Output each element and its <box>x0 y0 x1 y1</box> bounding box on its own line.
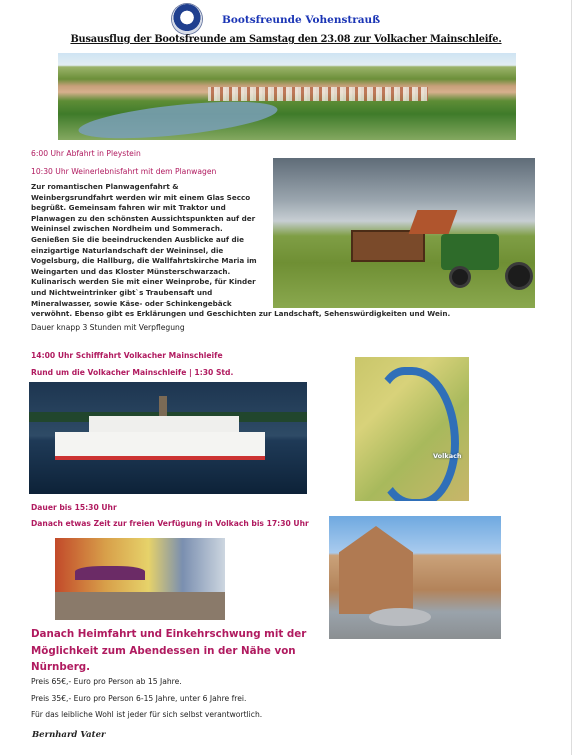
street-cafe-photo <box>55 538 225 620</box>
departure-line: 6:00 Uhr Abfahrt in Pleystein <box>31 149 141 158</box>
boat-duration-line: Dauer bis 15:30 Uhr <box>31 503 117 512</box>
wine-tour-line: Mineralwasser, sowie Käse- oder Schinkengebäck <box>31 298 232 308</box>
ship-hull-shape <box>55 432 265 460</box>
tractor-wagon-photo <box>273 158 535 308</box>
ship-photo <box>29 382 307 494</box>
price-child: Preis 35€,- Euro pro Person 6-15 Jahre, unter 6 Jahre frei. <box>31 694 247 703</box>
wine-tour-title: 10:30 Uhr Weinerlebnisfahrt mit dem Planwagen <box>31 167 217 176</box>
club-name: Bootsfreunde Vohenstrauß <box>222 14 381 26</box>
street-shape <box>55 592 225 620</box>
fountain-shape <box>369 608 431 626</box>
wheel-shape <box>505 262 533 290</box>
wheel-shape <box>449 266 471 288</box>
town-shape <box>208 87 428 101</box>
map-town-label: Volkach <box>433 452 462 460</box>
umbrella-shape <box>75 566 145 580</box>
wine-tour-line: Weinbergsrundfahrt werden wir mit einem Glas Secco <box>31 192 251 202</box>
page-title: Busausflug der Bootsfreunde am Samstag den 23.08 zur Volkacher Mainschleife. <box>70 34 502 45</box>
vineyard-landscape-photo <box>58 53 516 140</box>
mainschleife-map <box>355 357 469 501</box>
wine-tour-line: und Nichtweintrinker gibt`s Traubensaft und <box>31 287 213 297</box>
duration-line: Dauer knapp 3 Stunden mit Verpflegung <box>31 323 185 332</box>
wine-tour-line: Genießen Sie die beeindruckenden Ausblicke auf die <box>31 234 244 244</box>
wine-tour-description <box>31 182 271 309</box>
signature: Bernhard Vater <box>32 730 106 740</box>
town-square-photo <box>329 516 501 639</box>
boat-tour-subtitle: Rund um die Volkacher Mainschleife | 1:30 Std. <box>31 368 234 377</box>
wagon-shape <box>351 230 425 262</box>
wine-tour-line: einzigartige Naturlandschaft der Weininsel, die <box>31 245 224 255</box>
free-time-line: Danach etwas Zeit zur freien Verfügung in Volkach bis 17:30 Uhr <box>31 519 309 528</box>
wine-tour-line: Kulinarisch werden Sie mit einer Weinprobe, für Kinder <box>31 277 256 287</box>
return-trip-text: Danach Heimfahrt und Einkehrschwung mit der Möglichkeit zum Abendessen in der Nähe von Nürnberg. <box>31 628 307 673</box>
price-adult: Preis 65€,- Euro pro Person ab 15 Jahre. <box>31 677 182 686</box>
hut-roof-shape <box>409 210 458 234</box>
wine-tour-line: begrüßt. Gemeinsam fahren wir mit Traktor und <box>31 203 226 213</box>
river-shape <box>77 95 279 140</box>
wine-tour-line: Weininsel zwischen Nordheim und Sommerach. <box>31 224 223 234</box>
town-hall-shape <box>339 526 413 614</box>
wine-tour-last-line: verwöhnt. Ebenso gibt es Erklärungen und Geschichten zur Landschaft, Sehenswürdigkeiten und Wein. <box>31 309 451 318</box>
wine-tour-line: Planwagen zu den schönsten Aussichtspunkten auf der <box>31 213 256 223</box>
wine-tour-line: Weingarten und das Kloster Münsterschwarzach. <box>31 266 231 276</box>
boat-tour-title: 14:00 Uhr Schifffahrt Volkacher Mainschleife <box>31 351 223 360</box>
wine-tour-line: Vogelsburg, die Hallburg, die Wallfahrtskirche Maria im <box>31 256 257 266</box>
club-logo <box>172 4 202 34</box>
wine-tour-line: Zur romantischen Planwagenfahrt & <box>31 182 179 191</box>
tractor-shape <box>441 234 499 270</box>
river-shape <box>373 367 459 501</box>
meal-note: Für das leibliche Wohl ist jeder für sich selbst verantwortlich. <box>31 710 263 719</box>
